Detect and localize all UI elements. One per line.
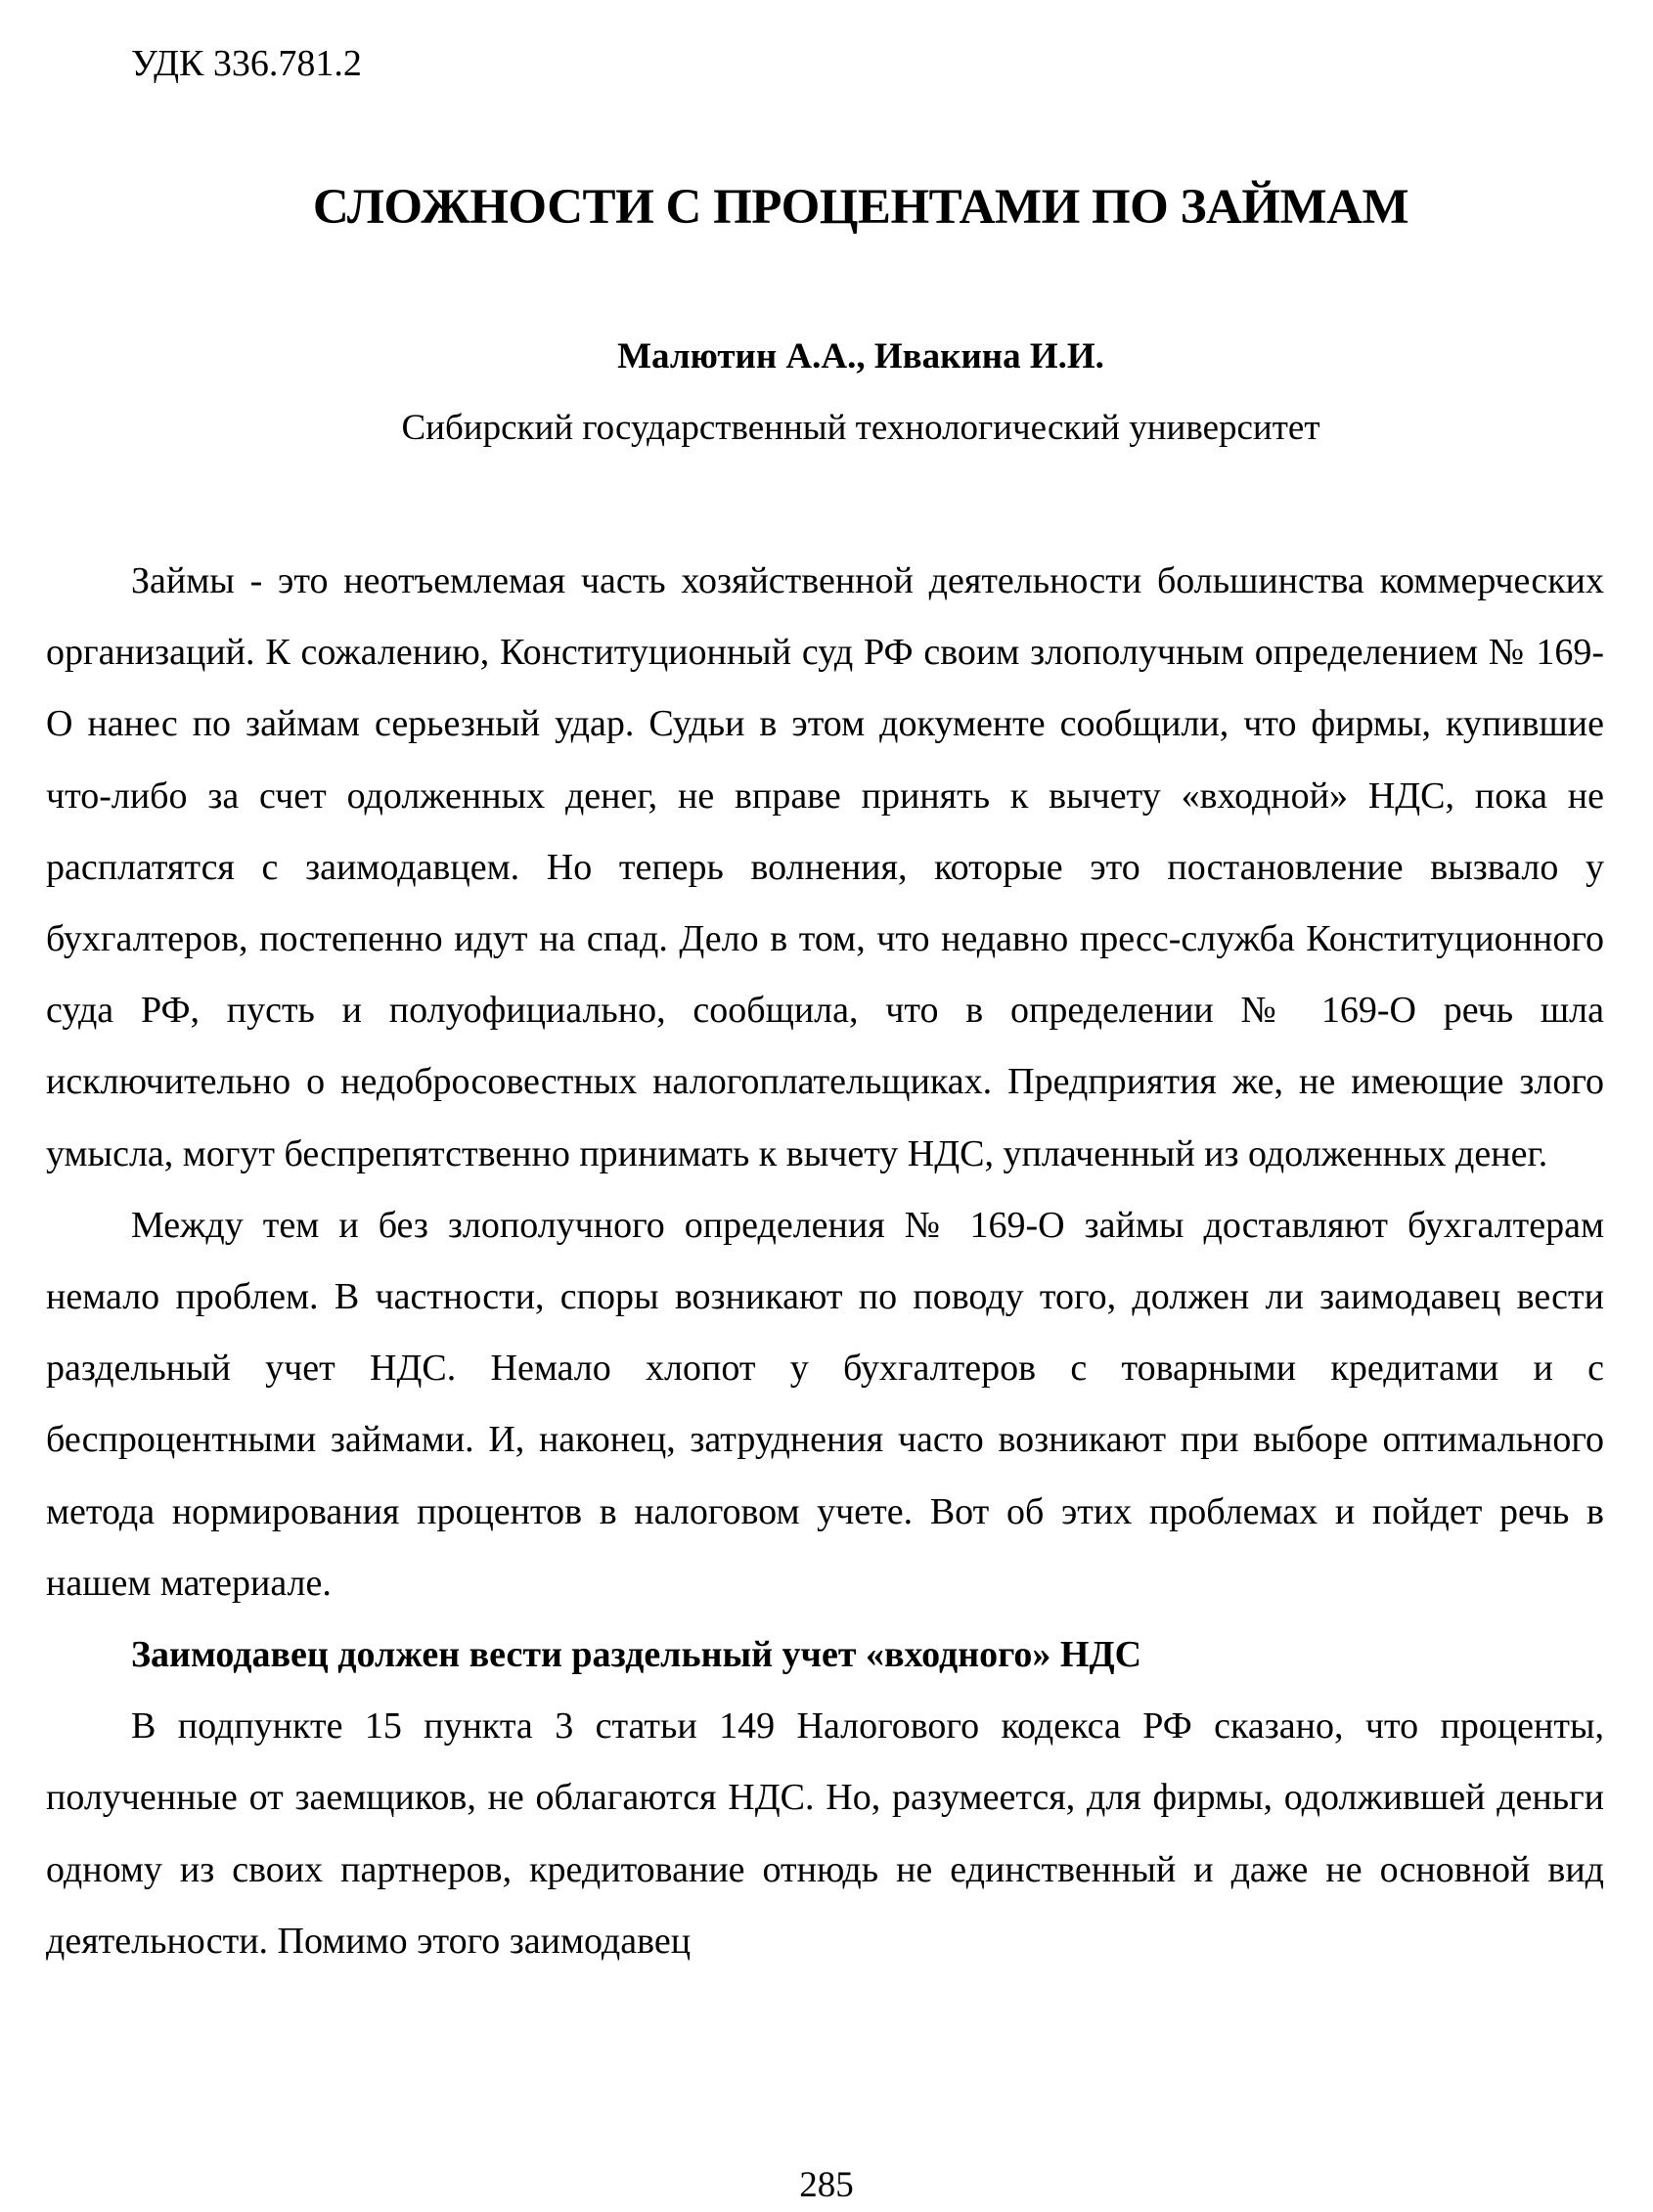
authors: Малютин А.А., Ивакина И.И. (617, 336, 1104, 376)
affiliation: Сибирский государственный технологический университет (401, 408, 1320, 448)
section-heading: Заимодавец должен вести раздельный учет «входного» НДС (131, 1634, 1142, 1676)
article-title: СЛОЖНОСТИ С ПРОЦЕНТАМИ ПО ЗАЙМАМ (312, 180, 1409, 235)
paragraph: Между тем и без злополучного определения № 169-О займы доставляют бухгалтерам немало проблем. В частности, споры возникают по поводу того, должен ли заимодавец вести раздельный учет НДС. Немало хлопот у бухгалтеров с товарными кредитами и с беспроцентными займами. И, наконец, затруднения часто возникают при выборе оптимального метода нормирования процентов в налоговом учете. Вот об этих проблемах и пойдет речь в нашем материале. (46, 1204, 1604, 1604)
article-body (46, 546, 1604, 1977)
paragraph: В подпункте 15 пункта 3 статьи 149 Налогового кодекса РФ сказано, что проценты, полученные от заемщиков, не облагаются НДС. Но, разумеется, для фирмы, одолжившей деньги одному из своих партнеров, кредитование отнюдь не единственный и даже не основной вид деятельности. Помимо этого заимодавец (46, 1705, 1604, 1962)
udc-code: УДК 336.781.2 (131, 43, 362, 84)
paragraph: Займы - это неотъемлемая часть хозяйственной деятельности большинства коммерческих организаций. К сожалению, Конституционный суд РФ своим злополучным определением № 169-О нанес по займам серьезный удар. Судьи в этом документе сообщили, что фирмы, купившие что-либо за счет одолженных денег, не вправе принять к вычету «входной» НДС, пока не расплатятся с заимодавцем. Но теперь волнения, которые это постановление вызвало у бухгалтеров, постепенно идут на спад. Дело в том, что недавно пресс-служба Конституционного суда РФ, пусть и полуофициально, сообщила, что в определении № 169-О речь шла исключительно о недобросовестных налогоплательщиках. Предприятия же, не имеющие злого умысла, могут беспрепятственно принимать к вычету НДС, уплаченный из одолженных денег. (46, 560, 1604, 1174)
page-number: 285 (799, 2165, 854, 2205)
